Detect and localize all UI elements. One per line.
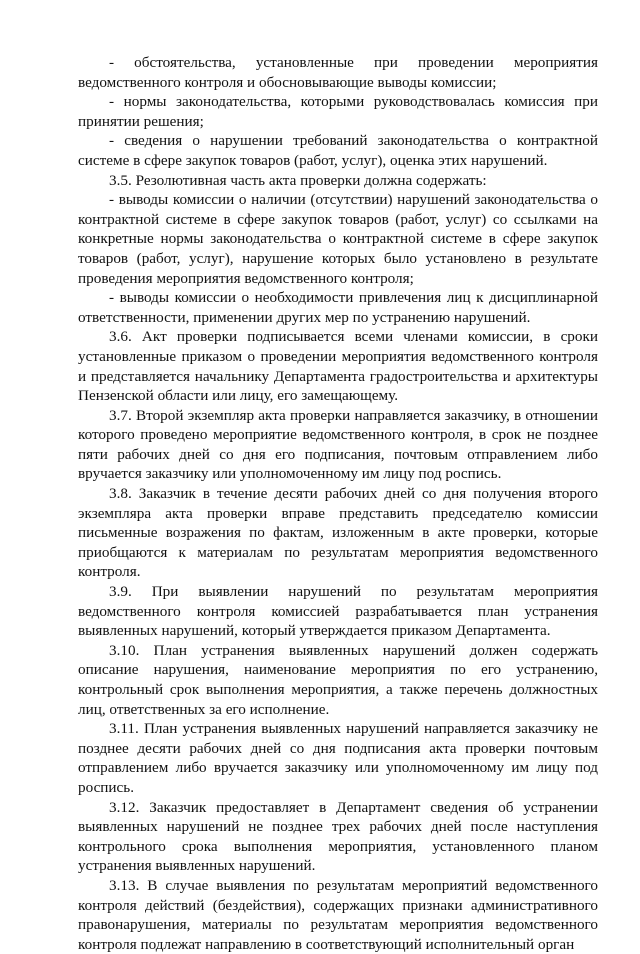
paragraph-3-7: 3.7. Второй экземпляр акта проверки направляется заказчику, в отношении которого проведено мероприятие ведомственного контроля, в срок не позднее пяти рабочих дней со дня его подписания, почтовым отправлением либо вручается заказчику или уполномоченному им лицу под роспись. — [78, 406, 598, 483]
paragraph-3-10: 3.10. План устранения выявленных нарушений должен содержать описание нарушения, наименование мероприятия по его устранению, контрольный срок выполнения мероприятия, а также перечень должностных лиц, ответственных за его исполнение. — [78, 641, 598, 718]
paragraph-3-11: 3.11. План устранения выявленных нарушений направляется заказчику не позднее десяти рабочих дней со дня подписания акта проверки почтовым отправлением либо вручается заказчику или уполномоченному им лицу под роспись. — [78, 720, 598, 796]
paragraph-3-9: 3.9. При выявлении нарушений по результатам мероприятия ведомственного контроля комиссией разрабатывается план устранения выявленных нарушений, который утверждается приказом Департамента. — [78, 583, 598, 640]
paragraph-3-6: 3.6. Акт проверки подписывается всеми членами комиссии, в сроки установленные приказом о проведении мероприятия ведомственного контроля и представляется начальнику Департамента градостроительства и архитектуры Пензенской области или лицу, его замещающему. — [78, 328, 598, 405]
paragraph-circumstances: - обстоятельства, установленные при проведении мероприятия ведомственного контроля и обосновывающие выводы комиссии; — [78, 54, 598, 91]
paragraph-commission-conclusions: - выводы комиссии о наличии (отсутствии) нарушений законодательства о контрактной системе в сфере закупок товаров (работ, услуг) со ссылками на конкретные нормы законодательства о контрактной системе в сфере закупок товаров (работ, услуг), нарушение которых было установлено в результате проведения мероприятия ведомственного контроля; — [78, 191, 598, 287]
paragraph-3-13: 3.13. В случае выявления по результатам мероприятий ведомственного контроля действий (бездействия), содержащих признаки административного правонарушения, материалы по результатам мероприятия ведомственного контроля подлежат направлению в соответствующий исполнительный орган — [78, 876, 598, 953]
paragraph-legal-norms: - нормы законодательства, которыми руководствовалась комиссия при принятии решения; — [78, 93, 598, 130]
paragraph-disciplinary-conclusions: - выводы комиссии о необходимости привлечения лиц к дисциплинарной ответственности, применении других мер по устранению нарушений. — [78, 289, 598, 326]
paragraph-3-8: 3.8. Заказчик в течение десяти рабочих дней со дня получения второго экземпляра акта проверки вправе представить председателю комиссии письменные возражения по фактам, изложенным в акте проверки, которые приобщаются к материалам по результатам мероприятия ведомственного контроля. — [78, 485, 598, 581]
paragraph-3-5: 3.5. Резолютивная часть акта проверки должна содержать: — [109, 171, 487, 189]
paragraph-violation-info: - сведения о нарушении требований законодательства о контрактной системе в сфере закупок товаров (работ, услуг), оценка этих нарушений. — [78, 132, 598, 169]
paragraph-3-12: 3.12. Заказчик предоставляет в Департамент сведения об устранении выявленных нарушений не позднее трех рабочих дней после наступления контрольного срока выполнения мероприятия, установленного планом устранения выявленных нарушений. — [78, 798, 598, 875]
